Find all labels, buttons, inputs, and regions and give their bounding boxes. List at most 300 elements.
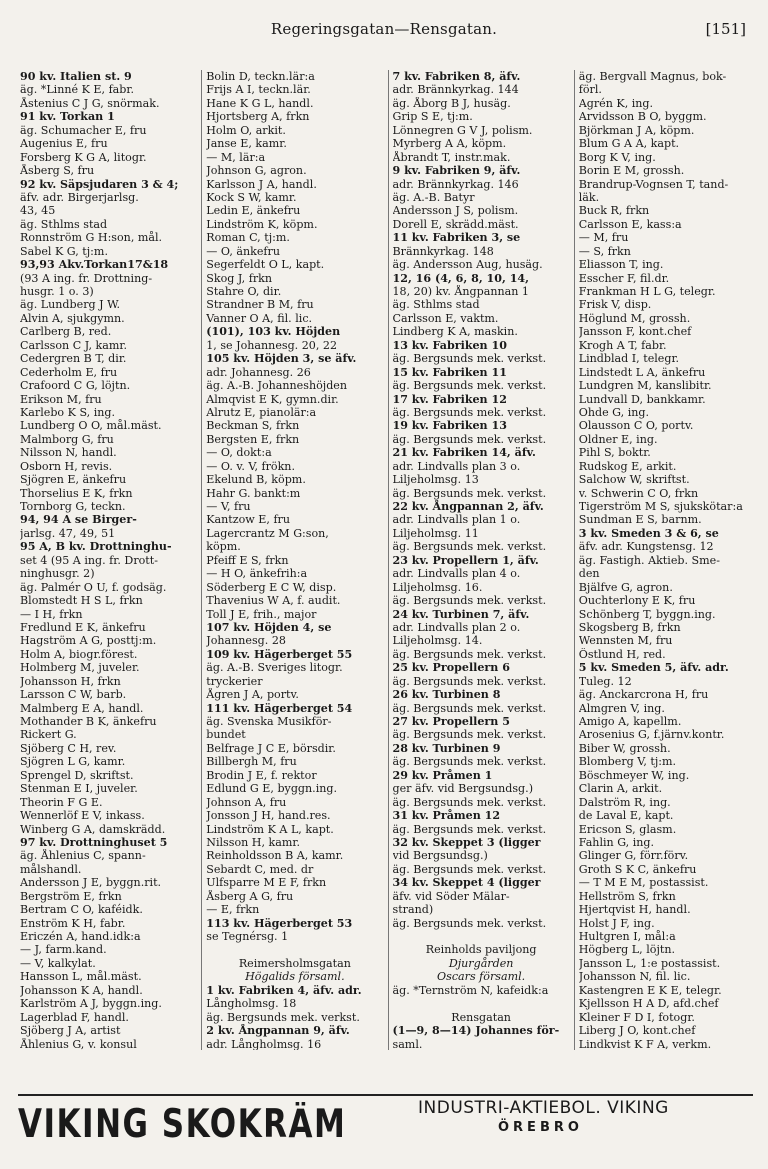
directory-line: Sabel K G, tj:m.: [20, 244, 108, 258]
directory-column-4: [574, 70, 760, 1050]
directory-line: Cedergren B T, dir.: [20, 352, 127, 366]
directory-line: Belfrage J C E, börsdir.: [206, 741, 336, 755]
directory-line: Lindström K A L, kapt.: [206, 822, 334, 836]
directory-line: Lagercrantz M G:son,: [206, 526, 329, 540]
directory-line: 24 kv. Turbinen 7, äfv.: [392, 607, 530, 621]
directory-line: Jonsson J H, hand.res.: [206, 809, 331, 823]
directory-line: Fredlund E K, änkefru: [20, 620, 146, 634]
directory-line: äg. Andersson Aug, husäg.: [392, 258, 543, 272]
directory-line: Kastengren E K E, telegr.: [578, 983, 722, 997]
directory-line: Beckman S, frkn: [206, 419, 300, 433]
directory-line: Holm O, arkit.: [206, 123, 286, 137]
directory-line: Glinger G, förr.förv.: [578, 849, 689, 863]
directory-line: — M, lär:a: [206, 150, 266, 164]
directory-line: äg. Bergsunds mek. verkst.: [392, 647, 547, 661]
directory-line: Enström K H, fabr.: [20, 916, 126, 930]
directory-line: Bolin D, teckn.lär:a: [206, 70, 315, 83]
directory-line: Lindberg K A, maskin.: [392, 325, 518, 339]
directory-line: — M, fru: [578, 231, 629, 245]
directory-line: (101), 103 kv. Höjden: [206, 325, 341, 339]
directory-line: Kantzow E, fru: [206, 513, 291, 527]
directory-line: äg. *Ternström N, kafeidk:a: [392, 983, 549, 997]
directory-line: adr. Lindvalls plan 1 o.: [392, 513, 521, 527]
page-number: [151]: [705, 20, 746, 38]
directory-line: Clarin A, arkit.: [578, 782, 663, 796]
directory-line: Liljeholmsg. 16.: [392, 580, 483, 594]
directory-line: de Laval E, kapt.: [578, 809, 674, 823]
directory-line: Winberg G A, damskrädd.: [20, 822, 166, 836]
directory-line: [393, 997, 570, 1010]
directory-line: 95 A, B kv. Drottninghu-: [20, 540, 172, 554]
directory-line: äfv. vid Söder Mälar-: [392, 889, 510, 903]
directory-line: adr. Lindvalls plan 2 o.: [392, 620, 521, 634]
directory-line: 26 kv. Turbinen 8: [392, 688, 501, 702]
directory-line: Hane K G L, handl.: [206, 96, 314, 110]
directory-line: äg. Bergsunds mek. verkst.: [392, 674, 547, 688]
directory-line: Groth S K C, änkefru: [578, 862, 697, 876]
directory-line: set 4 (95 A ing. fr. Drott-: [20, 553, 158, 567]
directory-line: 3 kv. Smeden 3 & 6, se: [578, 526, 719, 540]
directory-line: se Tegnérsg. 1: [206, 930, 289, 943]
page-title: Regeringsgatan—Rensgatan.: [270, 20, 498, 38]
directory-line: adr. Långholmsg. 16: [206, 1037, 322, 1050]
directory-line: Holmberg M, juveler.: [20, 661, 140, 675]
directory-line: (93 A ing. fr. Drottning-: [20, 271, 153, 285]
directory-line: äg. Bergsunds mek. verkst.: [392, 701, 547, 715]
directory-line: Thavenius W A, f. audit.: [206, 594, 341, 608]
directory-line: Sjöberg C H, rev.: [20, 741, 117, 755]
directory-line: Andersson J S, polism.: [392, 204, 519, 218]
directory-line: adr. Lindvalls plan 4 o.: [392, 567, 521, 581]
directory-line: Ouchterlony E K, fru: [578, 594, 696, 608]
directory-line: Krogh A T, fabr.: [578, 338, 667, 352]
directory-line: 31 kv. Pråmen 12: [392, 809, 501, 823]
directory-line: Augenius E, fru: [20, 137, 108, 151]
directory-line: jarlsg. 47, 49, 51: [20, 526, 116, 540]
directory-line: Hellström S, frkn: [578, 889, 676, 903]
directory-line: äg. Bergsunds mek. verkst.: [392, 594, 547, 608]
directory-line: [206, 943, 383, 956]
directory-line: Böschmeyer W, ing.: [578, 768, 690, 782]
directory-line: Lindstedt L A, änkefru: [578, 365, 706, 379]
directory-line: 111 kv. Hägerberget 54: [206, 701, 353, 715]
directory-line: 17 kv. Fabriken 12: [392, 392, 507, 406]
directory-line: äg. Fastigh. Aktieb. Sme-: [578, 553, 720, 567]
directory-line: Eliasson T, ing.: [578, 258, 664, 272]
directory-line: Lagerblad F, handl.: [20, 1010, 129, 1024]
directory-line: adr. Lindvalls plan 3 o.: [392, 459, 521, 473]
directory-line: Rudskog E, arkit.: [578, 459, 677, 473]
directory-line: äg. Bergsunds mek. verkst.: [392, 795, 547, 809]
directory-line: Åstenius C J G, snörmak.: [20, 96, 160, 110]
directory-line: — H O, änkefrih:a: [206, 567, 308, 581]
directory-line: 15 kv. Fabriken 11: [392, 365, 507, 379]
directory-line: Reimersholmsgatan: [238, 956, 351, 970]
ad-brand: VIKING SKOKRÄM: [18, 1102, 347, 1147]
directory-line: Ericson S, glasm.: [578, 822, 677, 836]
directory-line: Buck R, frkn: [578, 204, 650, 218]
directory-line: v. Schwerin C O, frkn: [578, 486, 699, 500]
directory-line: Johnson A, fru: [206, 795, 287, 809]
directory-line: 22 kv. Ångpannan 2, äfv.: [392, 500, 544, 513]
directory-line: Brännkyrkag. 148: [392, 244, 494, 258]
directory-line: Sjöberg J A, artist: [20, 1024, 121, 1038]
directory-line: 43, 45: [20, 204, 56, 218]
directory-line: 12, 16 (4, 6, 8, 10, 14,: [392, 271, 530, 285]
directory-line: Segerfeldt O L, kapt.: [206, 258, 325, 272]
directory-line: Ericzén A, hand.idk:a: [20, 930, 141, 943]
directory-line: Skog J, frkn: [206, 271, 273, 285]
directory-line: äg. Bergsunds mek. verkst.: [392, 432, 547, 446]
directory-line: äg. Bergsunds mek. verkst.: [392, 379, 547, 393]
directory-line: [393, 930, 570, 943]
directory-line: Thorselius E K, frkn: [20, 486, 133, 500]
directory-line: Lundvall D, bankkamr.: [578, 392, 706, 406]
directory-line: äfv. adr. Kungstensg. 12: [578, 540, 714, 554]
directory-line: äg. Bergsunds mek. verkst.: [392, 755, 547, 769]
directory-line: Larsson C W, barb.: [20, 688, 127, 702]
directory-line: Sprengel D, skriftst.: [20, 768, 134, 782]
directory-line: Johansson K A, handl.: [20, 983, 143, 997]
directory-line: Lundberg O O, mål.mäst.: [20, 419, 162, 433]
directory-line: bundet: [206, 728, 246, 742]
directory-line: 9 kv. Fabriken 9, äfv.: [392, 164, 521, 178]
directory-line: 13 kv. Fabriken 10: [392, 338, 507, 352]
directory-line: Esscher F, fil.dr.: [578, 271, 670, 285]
directory-line: Ohde G, ing.: [578, 405, 650, 419]
directory-line: Cederholm E, fru: [20, 365, 118, 379]
directory-line: äg. *Linné K E, fabr.: [20, 83, 135, 97]
directory-line: Högberg L, löjtn.: [578, 943, 676, 957]
directory-line: äg. Bergsunds mek. verkst.: [206, 1010, 360, 1024]
directory-line: 5 kv. Smeden 5, äfv. adr.: [578, 661, 729, 675]
directory-line: Lönnegren G V J, polism.: [392, 123, 533, 137]
directory-line: — O, änkefru: [206, 244, 280, 258]
directory-line: äg. Åborg B J, husäg.: [392, 96, 511, 110]
directory-line: Myrberg A A, köpm.: [392, 137, 507, 151]
directory-line: Ulfsparre M E F, frkn: [206, 876, 327, 890]
directory-line: Lindkvist K F A, verkm.: [578, 1037, 712, 1050]
directory-line: Edlund G E, byggn.ing.: [206, 782, 338, 796]
directory-line: ger äfv. vid Bergsundsg.): [392, 782, 534, 796]
directory-line: äg. A.-B. Johanneshöjden: [206, 379, 348, 393]
directory-line: Dalström R, ing.: [578, 795, 671, 809]
directory-line: äg. Sthlms stad: [20, 217, 108, 231]
directory-line: Ledin E, änkefru: [206, 204, 301, 218]
directory-line: 93,93 Akv.Torkan17&18: [20, 258, 169, 272]
directory-line: Nilsson H, kamr.: [206, 835, 300, 849]
directory-line: Blum G A A, kapt.: [578, 137, 680, 151]
directory-line: Forsberg K G A, litogr.: [20, 150, 147, 164]
directory-line: Mothander B K, änkefru: [20, 715, 157, 728]
directory-line: 1, se Johannesg. 20, 22: [206, 338, 338, 352]
directory-line: Bergström E, frkn: [20, 889, 122, 903]
directory-line: saml.: [392, 1037, 423, 1050]
directory-line: Agrén K, ing.: [578, 96, 654, 110]
directory-line: Schönberg T, byggn.ing.: [578, 607, 716, 621]
directory-line: äfv. adr. Birgerjarlsg.: [20, 190, 139, 204]
directory-line: Bergsten E, frkn: [206, 432, 300, 446]
directory-line: Jansson F, kont.chef: [578, 325, 692, 339]
directory-line: Reinholdsson B A, kamr.: [206, 849, 344, 863]
directory-line: Högalids församl.: [245, 970, 345, 984]
page-header: [0, 20, 768, 44]
directory-line: Grip S E, tj:m.: [392, 110, 473, 124]
directory-line: 105 kv. Höjden 3, se äfv.: [206, 352, 357, 366]
directory-line: 109 kv. Hägerberget 55: [206, 647, 353, 661]
directory-line: Wennsten M, fru: [578, 634, 673, 648]
directory-line: Frijs A I, teckn.lär.: [206, 83, 311, 97]
directory-line: läk.: [578, 190, 600, 204]
directory-line: köpm.: [206, 540, 241, 554]
directory-line: Sundman E S, barnm.: [578, 513, 702, 527]
directory-line: äg. Lundberg J W.: [20, 298, 121, 312]
directory-line: — T M E M, postassist.: [578, 876, 709, 890]
directory-line: Sjögren E, änkefru: [20, 473, 127, 487]
directory-line: äg. Anckarcrona H, fru: [578, 688, 709, 702]
directory-column-3: [388, 70, 574, 1050]
directory-line: husgr. 1 o. 3): [20, 285, 94, 298]
directory-line: äg. Svenska Musikför-: [206, 715, 332, 728]
directory-line: Johansson H, frkn: [20, 674, 121, 688]
directory-line: 7 kv. Fabriken 8, äfv.: [392, 70, 521, 83]
directory-line: äg. Schumacher E, fru: [20, 123, 147, 137]
directory-line: Jansson L, 1:e postassist.: [578, 956, 721, 970]
directory-line: Hjertqvist H, handl.: [578, 903, 691, 917]
directory-line: — V, kalkylat.: [20, 956, 96, 970]
directory-line: Brandrup-Vognsen T, tand-: [578, 177, 729, 191]
directory-line: Liljeholmsg. 14.: [392, 634, 483, 648]
directory-line: äg. Bergsunds mek. verkst.: [392, 405, 547, 419]
directory-line: Carlsson E, kass:a: [578, 217, 682, 231]
directory-line: Oscars församl.: [437, 970, 526, 984]
directory-line: Långholmsg. 18: [206, 997, 297, 1011]
directory-line: Alrutz E, pianolär:a: [206, 405, 317, 419]
directory-line: Wennerlöf E V, inkass.: [20, 809, 145, 823]
directory-line: Kjellsson H A D, afd.chef: [578, 997, 719, 1011]
directory-line: Oldner E, ing.: [578, 432, 658, 446]
directory-line: — I H, frkn: [20, 607, 83, 621]
directory-line: Hahr G. bankt:m: [206, 486, 301, 500]
directory-line: den: [578, 567, 600, 581]
directory-line: Johansson N, fil. lic.: [578, 970, 691, 984]
directory-line: Karlebo K S, ing.: [20, 405, 116, 419]
directory-line: 19 kv. Fabriken 13: [392, 419, 507, 433]
directory-line: Blomberg V, tj:m.: [578, 755, 677, 769]
directory-line: Carlsson C J, kamr.: [20, 338, 128, 352]
directory-line: — J, farm.kand.: [20, 943, 107, 957]
directory-line: adr. Johannesg. 26: [206, 365, 311, 379]
directory-line: Biber W, grossh.: [578, 741, 671, 755]
directory-line: äg. Bergsunds mek. verkst.: [392, 822, 547, 836]
directory-line: Johnson G, agron.: [206, 164, 307, 178]
directory-line: Åsberg A G, fru: [206, 889, 294, 903]
directory-line: Åbrandt T, instr.mak.: [392, 150, 511, 164]
directory-column-1: [16, 70, 201, 1050]
directory-line: Almgren V, ing.: [578, 701, 665, 715]
directory-line: Ekelund B, köpm.: [206, 473, 306, 487]
directory-line: äg. A.-B. Batyr: [392, 190, 475, 204]
directory-line: Crafoord C G, löjtn.: [20, 379, 131, 393]
directory-line: — E, frkn: [206, 903, 260, 917]
directory-line: 94, 94 A se Birger-: [20, 513, 137, 527]
directory-line: Djurgården: [448, 956, 514, 970]
directory-line: Pihl S, boktr.: [578, 446, 651, 460]
directory-line: Bertram C O, kaféidk.: [20, 903, 143, 917]
directory-line: 21 kv. Fabriken 14, äfv.: [392, 446, 536, 460]
directory-line: Liljeholmsg. 11: [392, 526, 479, 540]
directory-line: Ronnström G H:son, mål.: [20, 231, 163, 245]
directory-line: Hansson L, mål.mäst.: [20, 970, 142, 984]
directory-line: Olausson C O, portv.: [578, 419, 694, 433]
directory-line: Toll J E, frih., major: [206, 607, 317, 621]
directory-line: Tigerström M S, sjukskötar:a: [578, 500, 743, 513]
directory-line: Borin E M, grossh.: [578, 164, 685, 178]
directory-line: Vanner O A, fil. lic.: [206, 311, 313, 325]
directory-line: Brodin J E, f. rektor: [206, 768, 317, 782]
directory-line: Dorell E, skrädd.mäst.: [392, 217, 519, 231]
directory-line: 23 kv. Propellern 1, äfv.: [392, 553, 539, 567]
directory-line: äg. A.-B. Sveriges litogr.: [206, 661, 343, 675]
directory-line: vid Bergsundsg.): [392, 849, 488, 863]
directory-line: äg. Bergsunds mek. verkst.: [392, 540, 547, 554]
directory-line: Roman C, tj:m.: [206, 231, 290, 245]
directory-line: strand): [392, 903, 434, 917]
directory-line: Holm A, biogr.förest.: [20, 647, 138, 661]
directory-line: Lindblad I, telegr.: [578, 352, 680, 366]
directory-line: Borg K V, ing.: [578, 150, 656, 164]
directory-line: Hjortsberg A, frkn: [206, 110, 310, 124]
directory-line: 92 kv. Säpsjudaren 3 & 4;: [20, 177, 179, 191]
directory-line: äg. Bergsunds mek. verkst.: [392, 916, 547, 930]
directory-line: Sjögren L G, kamr.: [20, 755, 126, 769]
directory-line: Johannesg. 28: [206, 634, 286, 648]
directory-line: Andersson J E, byggn.rit.: [20, 876, 162, 890]
directory-line: äg. Bergsunds mek. verkst.: [392, 862, 547, 876]
directory-line: Holst J F, ing.: [578, 916, 655, 930]
directory-line: Karlsson J A, handl.: [206, 177, 317, 191]
directory-line: — S, frkn: [578, 244, 631, 258]
directory-line: 11 kv. Fabriken 3, se: [392, 231, 521, 245]
directory-line: Sebardt C, med. dr: [206, 862, 314, 876]
directory-line: tryckerier: [206, 674, 263, 688]
directory-line: Nilsson N, handl.: [20, 446, 117, 460]
directory-line: Tuleg. 12: [578, 674, 632, 688]
directory-line: 34 kv. Skeppet 4 (ligger: [392, 876, 541, 890]
directory-line: 113 kv. Hägerberget 53: [206, 916, 353, 930]
directory-line: Lundgren M, kanslibitr.: [578, 379, 712, 393]
ad-company: INDUSTRI-AKTIEBOL. VIKING: [418, 1098, 669, 1118]
directory-line: 29 kv. Pråmen 1: [392, 768, 493, 782]
directory-line: Frankman H L G, telegr.: [578, 285, 716, 298]
directory-line: Almqvist E K, gymn.dir.: [206, 392, 339, 406]
directory-line: (1—9, 8—14) Johannes för-: [392, 1024, 560, 1038]
directory-columns: [16, 70, 760, 1050]
ad-city: ÖREBRO: [498, 1120, 583, 1135]
directory-line: Malmborg G, fru: [20, 432, 114, 446]
directory-column-2: [201, 70, 387, 1050]
directory-line: målshandl.: [20, 862, 82, 876]
directory-line: Rensgatan: [451, 1010, 511, 1024]
directory-line: Billbergh M, fru: [206, 755, 297, 769]
directory-line: Erikson M, fru: [20, 392, 102, 406]
directory-line: Björkman J A, köpm.: [578, 123, 695, 137]
directory-line: Arosenius G, f.järnv.kontr.: [578, 728, 725, 742]
directory-line: 2 kv. Ångpannan 9, äfv.: [206, 1024, 350, 1038]
directory-line: 1 kv. Fabriken 4, äfv. adr.: [206, 983, 362, 997]
directory-line: Theorin F G E.: [20, 795, 103, 809]
directory-line: Alvin A, sjukgymn.: [20, 311, 125, 325]
directory-line: Blomstedt H S L, frkn: [20, 594, 143, 608]
directory-line: 107 kv. Höjden 4, se: [206, 620, 332, 634]
directory-line: Salchow W, skriftst.: [578, 473, 690, 487]
directory-line: 28 kv. Turbinen 9: [392, 741, 501, 755]
directory-line: Rickert G.: [20, 728, 77, 742]
directory-line: Carlsson E, vaktm.: [392, 311, 499, 325]
directory-line: — O. v. V, frökn.: [206, 459, 295, 473]
directory-line: Skogsberg B, frkn: [578, 620, 681, 634]
directory-line: Söderberg E C W, disp.: [206, 580, 337, 594]
directory-line: Stahre O, dir.: [206, 285, 282, 298]
directory-line: 27 kv. Propellern 5: [392, 715, 510, 728]
directory-line: äg. Bergvall Magnus, bok-: [578, 70, 727, 83]
directory-line: 18, 20) kv. Ångpannan 1: [392, 285, 529, 298]
directory-line: Åsberg S, fru: [20, 164, 95, 178]
directory-line: Karlström A J, byggn.ing.: [20, 997, 162, 1011]
directory-line: förl.: [578, 83, 602, 97]
directory-line: Liberg J O, kont.chef: [578, 1024, 696, 1038]
directory-line: adr. Brännkyrkag. 144: [392, 83, 519, 97]
directory-line: äg. Åhlenius C, spann-: [20, 849, 146, 863]
directory-line: Åhlenius G, v. konsul: [20, 1037, 137, 1050]
directory-line: Tornborg G, teckn.: [20, 500, 126, 513]
directory-line: Ågren J A, portv.: [206, 688, 299, 702]
directory-line: Arvidsson B O, byggm.: [578, 110, 707, 124]
directory-line: Janse E, kamr.: [206, 137, 287, 151]
directory-line: äg. Bergsunds mek. verkst.: [392, 352, 547, 366]
directory-line: — O, dokt:a: [206, 446, 272, 460]
directory-line: äg. Bergsunds mek. verkst.: [392, 486, 547, 500]
directory-line: ninghusgr. 2): [20, 567, 95, 581]
directory-line: — V, fru: [206, 500, 251, 513]
directory-line: Bjälfve G, agron.: [578, 580, 673, 594]
directory-line: Frisk V, disp.: [578, 298, 652, 312]
directory-line: Stenman E I, juveler.: [20, 782, 138, 796]
directory-line: 90 kv. Italien st. 9: [20, 70, 132, 83]
directory-line: äg. Palmér O U, f. godsäg.: [20, 580, 167, 594]
advertisement-banner: [18, 1094, 753, 1147]
directory-line: Hagström A G, posttj:m.: [20, 634, 157, 648]
directory-line: Kleiner F D I, fotogr.: [578, 1010, 695, 1024]
directory-line: Amigo A, kapellm.: [578, 715, 682, 728]
directory-line: Hultgren I, mål:a: [578, 930, 676, 943]
directory-line: Malmberg E A, handl.: [20, 701, 144, 715]
directory-line: Fahlin G, ing.: [578, 835, 655, 849]
directory-line: Lindström K, köpm.: [206, 217, 318, 231]
directory-line: Östlund H, red.: [578, 647, 666, 661]
directory-line: Pfeiff E S, frkn: [206, 553, 289, 567]
directory-line: 91 kv. Torkan 1: [20, 110, 115, 124]
directory-line: 97 kv. Drottninghuset 5: [20, 835, 168, 849]
directory-line: Liljeholmsg. 13: [392, 473, 479, 487]
directory-line: äg. Sthlms stad: [392, 298, 480, 312]
directory-line: Carlberg B, red.: [20, 325, 112, 339]
directory-line: adr. Brännkyrkag. 146: [392, 177, 519, 191]
directory-line: 32 kv. Skeppet 3 (ligger: [392, 835, 541, 849]
directory-line: Reinholds paviljong: [425, 943, 537, 957]
directory-line: Kock S W, kamr.: [206, 190, 297, 204]
directory-line: Höglund M, grossh.: [578, 311, 691, 325]
